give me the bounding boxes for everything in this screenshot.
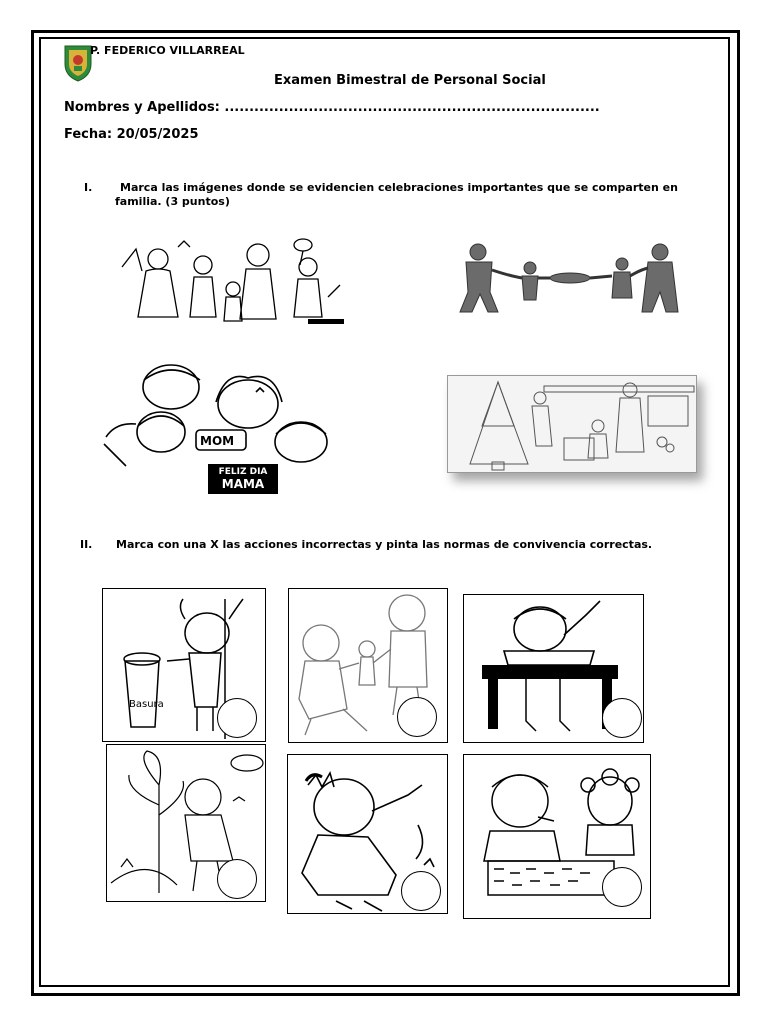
family-holding-hands-image[interactable] bbox=[450, 240, 694, 318]
section-1-text-line2: familia. (3 puntos) bbox=[115, 195, 230, 208]
mom-banner-text: MOM bbox=[200, 434, 235, 448]
basura-label: Basura bbox=[129, 699, 164, 710]
section-1-text-line1: Marca las imágenes donde se evidencien celebraciones importantes que se comparten en bbox=[120, 181, 678, 194]
section-2-number: II. bbox=[80, 538, 93, 551]
exam-title: Examen Bimestral de Personal Social bbox=[274, 73, 546, 88]
section-1-instruction bbox=[84, 180, 724, 212]
answer-circle-6[interactable] bbox=[602, 867, 642, 907]
answer-circle-2[interactable] bbox=[397, 697, 437, 737]
answer-circle-1[interactable] bbox=[217, 698, 257, 738]
norm-card-sharing-toy[interactable] bbox=[288, 588, 448, 743]
norm-card-draw-wall[interactable] bbox=[287, 754, 448, 914]
date-field: Fecha: 20/05/2025 bbox=[64, 127, 199, 142]
norm-card-eating-candy[interactable] bbox=[463, 754, 651, 919]
mom-card-line2: MAMA bbox=[221, 477, 265, 491]
mom-card-line1: FELIZ DIA bbox=[218, 467, 268, 477]
family-party-image[interactable] bbox=[108, 237, 346, 325]
norm-card-trash[interactable] bbox=[102, 588, 266, 742]
name-field[interactable]: Nombres y Apellidos: ............................................................................ bbox=[64, 100, 600, 115]
answer-circle-3[interactable] bbox=[602, 698, 642, 738]
mothers-day-family-image[interactable] bbox=[96, 362, 348, 470]
norm-card-plant[interactable] bbox=[106, 744, 266, 902]
section-1-number: I. bbox=[84, 181, 93, 194]
answer-circle-5[interactable] bbox=[401, 871, 441, 911]
answer-circle-4[interactable] bbox=[217, 859, 257, 899]
feliz-dia-mama-card bbox=[208, 464, 278, 494]
section-2-instruction bbox=[80, 537, 720, 553]
section-2-text: Marca con una X las acciones incorrectas y pinta las normas de convivencia correctas. bbox=[116, 538, 653, 551]
norm-card-raise-hand[interactable] bbox=[463, 594, 644, 743]
christmas-scene-image[interactable] bbox=[447, 375, 697, 473]
school-name: P. FEDERICO VILLARREAL bbox=[90, 44, 245, 57]
